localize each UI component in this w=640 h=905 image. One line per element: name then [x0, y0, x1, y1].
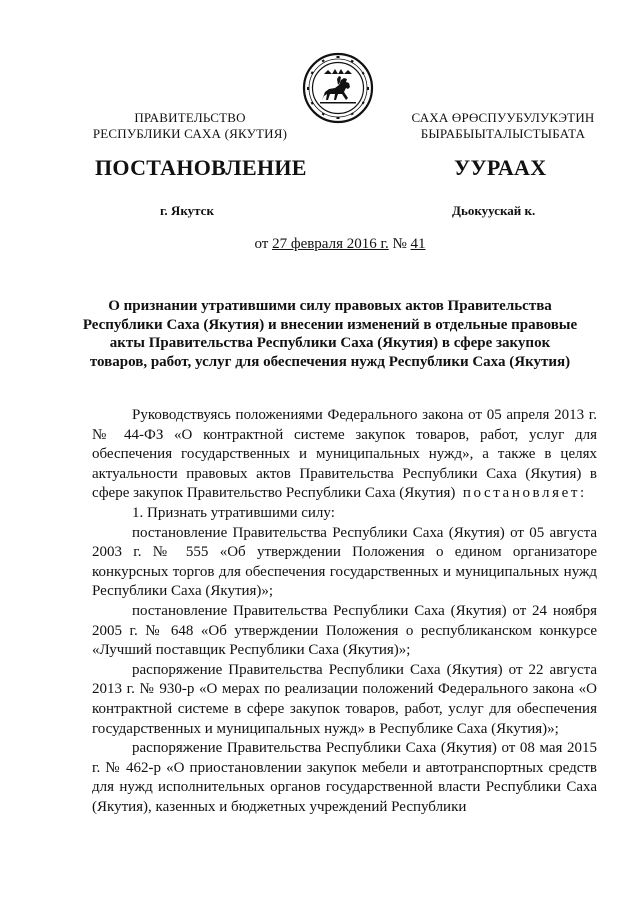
repealed-act-1: постановление Правительства Республики Саха (Якутия) от 05 августа 2003 г. № 555 «Об утверждении Положения о едином организаторе конкурсных торгов для обеспечения государственных и муниципальных нужд Республики Саха (Якутия)»; [92, 524, 597, 600]
doc-type-yakut: УУРААХ [454, 155, 547, 180]
document-body [92, 406, 597, 817]
document-number: 41 [410, 236, 426, 252]
header-right-line2: БЫРАБЫЫТАЛЫСТЫБАТА [420, 126, 586, 141]
city-yakut: Дьокуускай к. [452, 203, 536, 218]
document-date: 27 февраля 2016 г. [272, 236, 389, 252]
repealed-act-3: распоряжение Правительства Республики Саха (Якутия) от 22 августа 2013 г. № 930-р «О мерах по реализации положений Федерального закона «О контрактной системе в сфере закупок товаров, работ, услуг для обеспечения государственных и муниципальных нужд» в Республике Саха (Якутия)»; [92, 661, 597, 737]
number-prefix: № [388, 236, 411, 252]
intro-paragraph [92, 406, 597, 504]
doc-type-russian: ПОСТАНОВЛЕНИЕ [95, 155, 307, 180]
repealed-act-2: постановление Правительства Республики Саха (Якутия) от 24 ноября 2005 г. № 648 «Об утверждении Положения о республиканском конкурсе «Лучший поставщик Республики Саха (Якутия)»; [92, 602, 597, 659]
coat-of-arms-emblem-icon [302, 52, 374, 124]
header-right-block [388, 110, 618, 142]
header-right-line1: САХА ӨРӨСПУУБУЛУКЭТИН [411, 110, 595, 125]
header-left-line1: ПРАВИТЕЛЬСТВО [134, 110, 246, 125]
repealed-act-4: распоряжение Правительства Республики Саха (Якутия) от 08 мая 2015 г. № 462-р «О приостановлении закупок мебели и автотранспортных средств для нужд исполнительных органов государственной власти Республики Саха (Якутия), казенных и бюджетных учреждений Республики [92, 740, 597, 815]
header-left-block [80, 110, 300, 142]
resolves-word: постановляет: [462, 485, 587, 502]
item-1-heading: 1. Признать утратившими силу: [132, 504, 335, 521]
document-title: О признании утратившими силу правовых актов Правительства Республики Саха (Якутия) и внесении изменений в отдельные правовые акты Правительства Республики Саха (Якутия) в сфере закупок товаров, работ, услуг для обеспечения нужд Республики Саха (Якутия) [82, 298, 578, 370]
city-russian: г. Якутск [160, 203, 214, 218]
date-prefix: от [254, 236, 273, 252]
date-number-line [20, 236, 640, 253]
header-left-line2: РЕСПУБЛИКИ САХА (ЯКУТИЯ) [92, 126, 288, 141]
intro-text: Руководствуясь положениями Федерального закона от 05 апреля 2013 г. № 44-ФЗ «О контрактной системе закупок товаров, работ, услуг для обеспечения государственных и муниципальных нужд», а также в целях актуальности правовых актов Правительства Республики Саха (Якутия) в сфере закупок Правительство Республики Саха (Якутия) [92, 407, 597, 502]
